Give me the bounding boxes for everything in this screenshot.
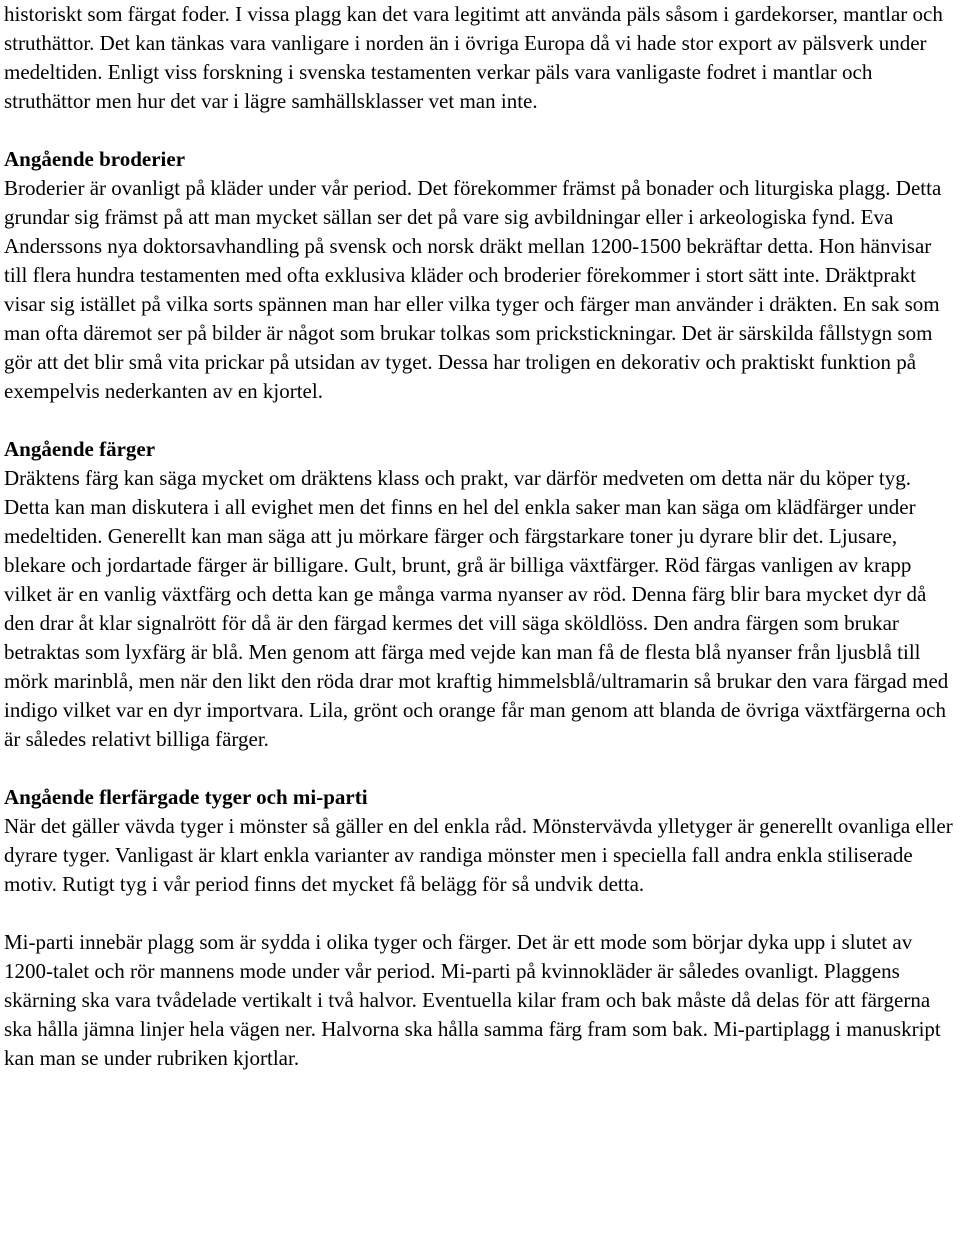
section-gap [4,116,958,145]
heading-broderier: Angående broderier [4,147,186,171]
heading-farger: Angående färger [4,437,156,461]
section-gap [4,406,958,435]
paragraph-pels-intro: historiskt som färgat foder. I vissa plagg kan det vara legitimt att använda päls såsom i gardekorser, mantlar och struthättor. Det kan tänkas vara vanligare i norden än i övriga Europa då vi hade stor export av pälsverk under medeltiden. Enligt viss forskning i svenska testamenten verkar päls vara vanligaste fodret i mantlar och struthättor men hur det var i lägre samhällsklasser vet man inte. [4,2,943,113]
paragraph-broderier: Broderier är ovanligt på kläder under vår period. Det förekommer främst på bonader och liturgiska plagg. Detta grundar sig främst på att man mycket sällan ser det på vare sig avbildningar eller i arkeologiska fynd. Eva Anderssons nya doktorsavhandling på svensk och norsk dräkt mellan 1200-1500 bekräftar detta. Hon hänvisar till flera hundra testamenten med ofta exklusiva kläder och broderier förekommer i stort sätt inte. Dräktprakt visar sig istället på vilka sorts spännen man har eller vilka tyger och färger man använder i dräkten. En sak som man ofta däremot ser på bilder är något som brukar tolkas som prickstickningar. Det är särskilda fållstygn som gör att det blir små vita prickar på utsidan av tyget. Dessa har troligen en dekorativ och praktiskt funktion på exempelvis nederkanten av en kjortel. [4,176,942,403]
paragraph-mi-parti: Mi-parti innebär plagg som är sydda i olika tyger och färger. Det är ett mode som börjar dyka upp i slutet av 1200-talet och rör mannens mode under vår period. Mi-parti på kvinnokläder är således ovanligt. Plaggens skärning ska vara tvådelade vertikalt i två halvor. Eventuella kilar fram och bak måste då delas för att färgerna ska hålla jämna linjer hela vägen ner. Halvorna ska hålla samma färg fram som bak. Mi-partiplagg i manuskript kan man se under rubriken kjortlar. [4,930,941,1070]
paragraph-gap [4,899,958,928]
paragraph-monstervavda-tyger: När det gäller vävda tyger i mönster så gäller en del enkla råd. Mönstervävda ylletyger är generellt ovanliga eller dyrare tyger. Vanligast är klart enkla varianter av randiga mönster men i speciella fall andra enkla stiliserade motiv. Rutigt tyg i vår period finns det mycket få belägg för så undvik detta. [4,814,953,896]
document-page [4,0,958,1073]
heading-flerfargade-tyger: Angående flerfärgade tyger och mi-parti [4,785,368,809]
paragraph-farger: Dräktens färg kan säga mycket om dräktens klass och prakt, var därför medveten om detta när du köper tyg. Detta kan man diskutera i all evighet men det finns en hel del enkla saker man kan säga om klädfärger under medeltiden. Generellt kan man säga att ju mörkare färger och färgstarkare toner ju dyrare blir det. Ljusare, blekare och jordartade färger är billigare. Gult, brunt, grå är billiga växtfärger. Röd färgas vanligen av krapp vilket är en vanlig växtfärg och detta kan ge många varma nyanser av röd. Denna färg blir bara mycket dyr då den drar åt klar signalrött för då är den färgad kermes det vill säga sköldlöss. Den andra färgen som brukar betraktas som lyxfärg är blå. Men genom att färga med vejde kan man få de flesta blå nyanser från ljusblå till mörk marinblå, men när den likt den röda drar mot kraftig himmelsblå/ultramarin så brukar den vara färgad med indigo vilket var en dyr importvara. Lila, grönt och orange får man genom att blanda de övriga växtfärgerna och är således relativt billiga färger. [4,466,949,751]
section-gap [4,754,958,783]
